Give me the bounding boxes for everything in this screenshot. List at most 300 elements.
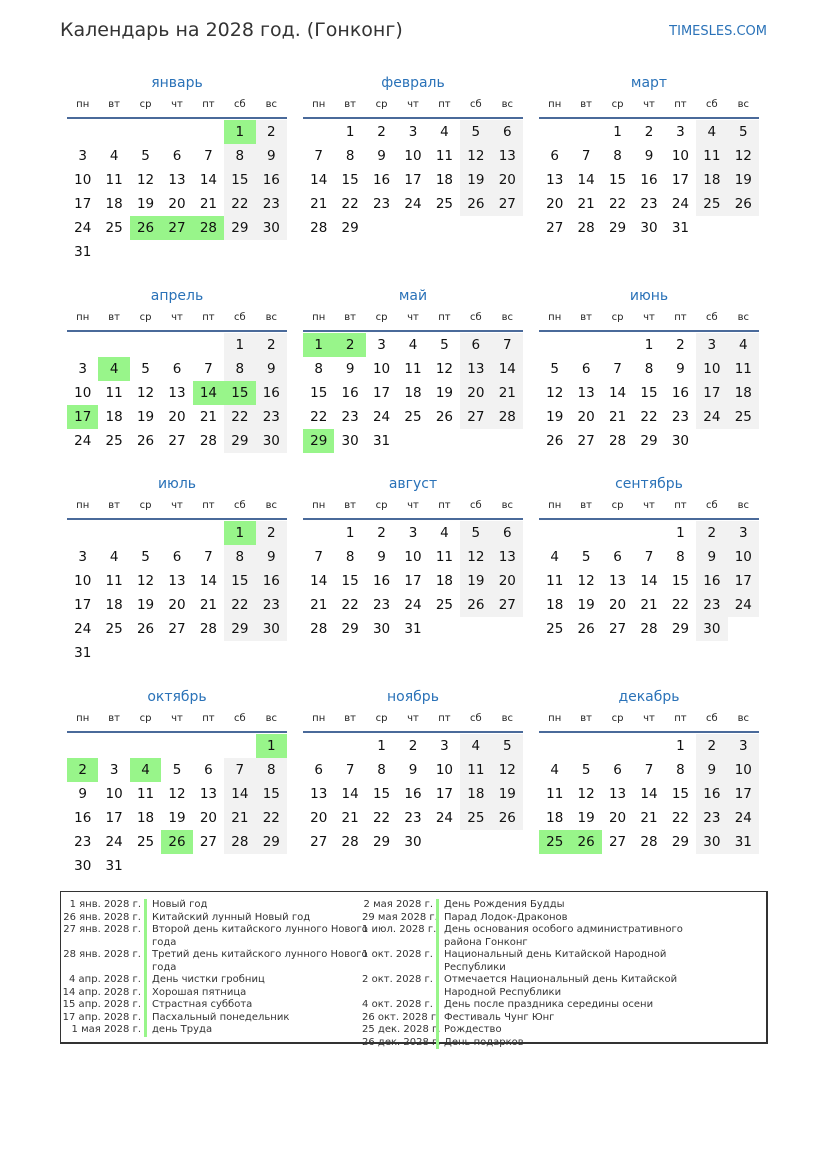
day-cell[interactable]: 10 — [671, 148, 690, 164]
day-cell[interactable]: 6 — [314, 762, 323, 778]
day-cell[interactable]: 28 — [199, 621, 218, 637]
day-cell[interactable]: 23 — [256, 593, 287, 617]
day-cell[interactable]: 10 — [372, 361, 391, 377]
day-cell[interactable]: 18 — [460, 782, 491, 806]
day-cell[interactable]: 26 — [546, 433, 564, 449]
day-cell[interactable]: 16 — [696, 782, 727, 806]
day-cell[interactable]: 2 — [408, 738, 418, 754]
day-cell[interactable]: 23 — [372, 597, 391, 613]
holiday-day-cell[interactable]: 15 — [224, 381, 255, 405]
day-cell[interactable]: 5 — [581, 549, 591, 565]
day-cell[interactable]: 28 — [199, 433, 218, 449]
day-cell[interactable]: 6 — [492, 120, 523, 144]
day-cell[interactable]: 26 — [728, 192, 759, 216]
day-cell[interactable]: 9 — [377, 549, 386, 565]
day-cell[interactable]: 3 — [78, 148, 87, 164]
day-cell[interactable]: 23 — [696, 593, 727, 617]
day-cell[interactable]: 17 — [696, 381, 727, 405]
holiday-day-cell[interactable]: 26 — [161, 830, 192, 854]
day-cell[interactable]: 7 — [581, 148, 591, 164]
day-cell[interactable]: 4 — [109, 148, 119, 164]
day-cell[interactable]: 23 — [341, 409, 359, 425]
day-cell[interactable]: 30 — [256, 216, 287, 240]
day-cell[interactable]: 10 — [404, 549, 422, 565]
day-cell[interactable]: 29 — [224, 216, 255, 240]
day-cell[interactable]: 12 — [577, 573, 595, 589]
day-cell[interactable]: 3 — [78, 361, 87, 377]
day-cell[interactable]: 2 — [696, 734, 727, 758]
day-cell[interactable]: 30 — [640, 220, 658, 236]
holiday-day-cell[interactable]: 14 — [193, 381, 224, 405]
day-cell[interactable]: 25 — [728, 405, 759, 429]
day-cell[interactable]: 6 — [613, 549, 622, 565]
day-cell[interactable]: 27 — [608, 834, 627, 850]
day-cell[interactable]: 5 — [492, 734, 523, 758]
day-cell[interactable]: 29 — [608, 220, 627, 236]
day-cell[interactable]: 3 — [440, 738, 449, 754]
day-cell[interactable]: 10 — [728, 545, 759, 569]
day-cell[interactable]: 6 — [172, 148, 182, 164]
day-cell[interactable]: 24 — [728, 593, 759, 617]
day-cell[interactable]: 12 — [728, 144, 759, 168]
day-cell[interactable]: 13 — [199, 786, 218, 802]
day-cell[interactable]: 5 — [460, 120, 491, 144]
day-cell[interactable]: 7 — [204, 361, 213, 377]
day-cell[interactable]: 22 — [256, 806, 287, 830]
day-cell[interactable]: 6 — [204, 762, 213, 778]
day-cell[interactable]: 11 — [404, 361, 422, 377]
day-cell[interactable]: 20 — [546, 196, 564, 212]
day-cell[interactable]: 13 — [168, 385, 186, 401]
day-cell[interactable]: 15 — [372, 786, 391, 802]
day-cell[interactable]: 30 — [372, 621, 391, 637]
day-cell[interactable]: 9 — [676, 361, 685, 377]
day-cell[interactable]: 17 — [404, 172, 422, 188]
day-cell[interactable]: 16 — [256, 168, 287, 192]
day-cell[interactable]: 28 — [640, 621, 658, 637]
day-cell[interactable]: 23 — [256, 192, 287, 216]
day-cell[interactable]: 16 — [256, 381, 287, 405]
day-cell[interactable]: 18 — [435, 573, 454, 589]
day-cell[interactable]: 13 — [310, 786, 328, 802]
holiday-day-cell[interactable]: 2 — [67, 758, 98, 782]
day-cell[interactable]: 9 — [256, 357, 287, 381]
day-cell[interactable]: 3 — [408, 525, 418, 541]
day-cell[interactable]: 21 — [310, 597, 328, 613]
day-cell[interactable]: 5 — [440, 337, 449, 353]
day-cell[interactable]: 16 — [696, 569, 727, 593]
day-cell[interactable]: 2 — [377, 124, 386, 140]
day-cell[interactable]: 12 — [435, 361, 454, 377]
day-cell[interactable]: 18 — [105, 597, 123, 613]
holiday-day-cell[interactable]: 4 — [98, 357, 129, 381]
day-cell[interactable]: 6 — [172, 361, 182, 377]
day-cell[interactable]: 31 — [74, 244, 92, 260]
day-cell[interactable]: 13 — [577, 385, 595, 401]
day-cell[interactable]: 20 — [577, 409, 595, 425]
day-cell[interactable]: 4 — [440, 525, 449, 541]
day-cell[interactable]: 23 — [671, 409, 690, 425]
day-cell[interactable]: 30 — [341, 433, 359, 449]
day-cell[interactable]: 11 — [460, 758, 491, 782]
day-cell[interactable]: 15 — [341, 172, 359, 188]
day-cell[interactable]: 29 — [372, 834, 391, 850]
day-cell[interactable]: 29 — [341, 621, 359, 637]
day-cell[interactable]: 14 — [310, 172, 328, 188]
day-cell[interactable]: 26 — [577, 621, 595, 637]
day-cell[interactable]: 9 — [408, 762, 418, 778]
day-cell[interactable]: 16 — [671, 385, 690, 401]
day-cell[interactable]: 15 — [224, 168, 255, 192]
day-cell[interactable]: 18 — [546, 597, 564, 613]
day-cell[interactable]: 19 — [136, 409, 155, 425]
day-cell[interactable]: 9 — [644, 148, 654, 164]
day-cell[interactable]: 5 — [460, 521, 491, 545]
day-cell[interactable]: 10 — [728, 758, 759, 782]
day-cell[interactable]: 2 — [676, 337, 685, 353]
day-cell[interactable]: 3 — [78, 549, 87, 565]
holiday-day-cell[interactable]: 1 — [303, 333, 334, 357]
day-cell[interactable]: 26 — [460, 593, 491, 617]
day-cell[interactable]: 15 — [310, 385, 328, 401]
day-cell[interactable]: 21 — [199, 196, 218, 212]
day-cell[interactable]: 11 — [105, 172, 123, 188]
day-cell[interactable]: 19 — [460, 569, 491, 593]
day-cell[interactable]: 29 — [671, 621, 690, 637]
day-cell[interactable]: 15 — [608, 172, 627, 188]
day-cell[interactable]: 12 — [460, 545, 491, 569]
day-cell[interactable]: 5 — [141, 549, 150, 565]
day-cell[interactable]: 7 — [644, 762, 654, 778]
day-cell[interactable]: 8 — [377, 762, 386, 778]
day-cell[interactable]: 8 — [345, 148, 355, 164]
day-cell[interactable]: 28 — [224, 830, 255, 854]
day-cell[interactable]: 18 — [728, 381, 759, 405]
day-cell[interactable]: 22 — [671, 597, 690, 613]
day-cell[interactable]: 16 — [74, 810, 92, 826]
day-cell[interactable]: 26 — [435, 409, 454, 425]
day-cell[interactable]: 26 — [460, 192, 491, 216]
day-cell[interactable]: 28 — [492, 405, 523, 429]
day-cell[interactable]: 20 — [199, 810, 218, 826]
day-cell[interactable]: 14 — [640, 786, 658, 802]
day-cell[interactable]: 17 — [105, 810, 123, 826]
holiday-day-cell[interactable]: 26 — [570, 830, 601, 854]
day-cell[interactable]: 30 — [696, 830, 727, 854]
day-cell[interactable]: 21 — [310, 196, 328, 212]
day-cell[interactable]: 22 — [372, 810, 391, 826]
day-cell[interactable]: 9 — [345, 361, 355, 377]
day-cell[interactable]: 26 — [136, 621, 155, 637]
holiday-day-cell[interactable]: 26 — [130, 216, 161, 240]
day-cell[interactable]: 12 — [460, 144, 491, 168]
day-cell[interactable]: 25 — [435, 597, 454, 613]
day-cell[interactable]: 18 — [404, 385, 422, 401]
day-cell[interactable]: 25 — [435, 196, 454, 212]
day-cell[interactable]: 29 — [224, 429, 255, 453]
day-cell[interactable]: 23 — [372, 196, 391, 212]
day-cell[interactable]: 16 — [372, 172, 391, 188]
day-cell[interactable]: 29 — [671, 834, 690, 850]
day-cell[interactable]: 9 — [377, 148, 386, 164]
day-cell[interactable]: 2 — [696, 521, 727, 545]
day-cell[interactable]: 4 — [440, 124, 449, 140]
day-cell[interactable]: 24 — [435, 810, 454, 826]
day-cell[interactable]: 13 — [168, 573, 186, 589]
day-cell[interactable]: 20 — [168, 597, 186, 613]
brand-link[interactable]: TIMESLES.COM — [669, 24, 767, 39]
day-cell[interactable]: 16 — [372, 573, 391, 589]
day-cell[interactable]: 6 — [172, 549, 182, 565]
day-cell[interactable]: 21 — [341, 810, 359, 826]
day-cell[interactable]: 19 — [577, 597, 595, 613]
day-cell[interactable]: 13 — [492, 545, 523, 569]
day-cell[interactable]: 1 — [676, 738, 685, 754]
day-cell[interactable]: 3 — [377, 337, 386, 353]
day-cell[interactable]: 16 — [640, 172, 658, 188]
day-cell[interactable]: 22 — [608, 196, 627, 212]
holiday-day-cell[interactable]: 4 — [130, 758, 161, 782]
day-cell[interactable]: 11 — [696, 144, 727, 168]
day-cell[interactable]: 27 — [608, 621, 627, 637]
day-cell[interactable]: 30 — [256, 617, 287, 641]
day-cell[interactable]: 2 — [377, 525, 386, 541]
day-cell[interactable]: 24 — [696, 405, 727, 429]
day-cell[interactable]: 28 — [577, 220, 595, 236]
day-cell[interactable]: 30 — [696, 617, 727, 641]
day-cell[interactable]: 3 — [728, 734, 759, 758]
day-cell[interactable]: 27 — [546, 220, 564, 236]
day-cell[interactable]: 18 — [105, 409, 123, 425]
day-cell[interactable]: 20 — [310, 810, 328, 826]
day-cell[interactable]: 27 — [168, 621, 186, 637]
day-cell[interactable]: 3 — [696, 333, 727, 357]
day-cell[interactable]: 1 — [224, 333, 255, 357]
day-cell[interactable]: 6 — [581, 361, 591, 377]
day-cell[interactable]: 25 — [460, 806, 491, 830]
day-cell[interactable]: 22 — [224, 405, 255, 429]
day-cell[interactable]: 5 — [550, 361, 559, 377]
day-cell[interactable]: 18 — [546, 810, 564, 826]
day-cell[interactable]: 24 — [404, 196, 422, 212]
holiday-day-cell[interactable]: 27 — [161, 216, 192, 240]
day-cell[interactable]: 8 — [224, 357, 255, 381]
day-cell[interactable]: 27 — [492, 593, 523, 617]
day-cell[interactable]: 13 — [460, 357, 491, 381]
day-cell[interactable]: 19 — [728, 168, 759, 192]
day-cell[interactable]: 18 — [136, 810, 155, 826]
day-cell[interactable]: 25 — [105, 621, 123, 637]
day-cell[interactable]: 18 — [105, 196, 123, 212]
day-cell[interactable]: 15 — [671, 573, 690, 589]
day-cell[interactable]: 21 — [224, 806, 255, 830]
holiday-day-cell[interactable]: 25 — [539, 830, 570, 854]
day-cell[interactable]: 8 — [676, 762, 685, 778]
day-cell[interactable]: 4 — [460, 734, 491, 758]
day-cell[interactable]: 28 — [341, 834, 359, 850]
day-cell[interactable]: 23 — [74, 834, 92, 850]
day-cell[interactable]: 26 — [492, 806, 523, 830]
day-cell[interactable]: 4 — [696, 120, 727, 144]
day-cell[interactable]: 24 — [671, 196, 690, 212]
day-cell[interactable]: 31 — [372, 433, 391, 449]
day-cell[interactable]: 9 — [696, 545, 727, 569]
day-cell[interactable]: 3 — [728, 521, 759, 545]
day-cell[interactable]: 21 — [199, 409, 218, 425]
day-cell[interactable]: 11 — [136, 786, 155, 802]
day-cell[interactable]: 28 — [608, 433, 627, 449]
day-cell[interactable]: 4 — [728, 333, 759, 357]
day-cell[interactable]: 25 — [546, 621, 564, 637]
day-cell[interactable]: 24 — [728, 806, 759, 830]
day-cell[interactable]: 8 — [314, 361, 323, 377]
day-cell[interactable]: 11 — [546, 573, 564, 589]
day-cell[interactable]: 6 — [460, 333, 491, 357]
day-cell[interactable]: 30 — [256, 429, 287, 453]
day-cell[interactable]: 17 — [404, 573, 422, 589]
day-cell[interactable]: 6 — [550, 148, 559, 164]
day-cell[interactable]: 2 — [644, 124, 654, 140]
day-cell[interactable]: 18 — [696, 168, 727, 192]
day-cell[interactable]: 27 — [492, 192, 523, 216]
day-cell[interactable]: 22 — [671, 810, 690, 826]
day-cell[interactable]: 1 — [676, 525, 685, 541]
day-cell[interactable]: 1 — [345, 124, 355, 140]
day-cell[interactable]: 11 — [546, 786, 564, 802]
day-cell[interactable]: 1 — [345, 525, 355, 541]
day-cell[interactable]: 10 — [404, 148, 422, 164]
day-cell[interactable]: 24 — [74, 621, 92, 637]
day-cell[interactable]: 22 — [224, 192, 255, 216]
holiday-day-cell[interactable]: 1 — [256, 734, 287, 758]
day-cell[interactable]: 15 — [671, 786, 690, 802]
day-cell[interactable]: 1 — [644, 337, 654, 353]
holiday-day-cell[interactable]: 1 — [224, 521, 255, 545]
day-cell[interactable]: 14 — [640, 573, 658, 589]
day-cell[interactable]: 23 — [256, 405, 287, 429]
day-cell[interactable]: 8 — [224, 545, 255, 569]
day-cell[interactable]: 3 — [109, 762, 119, 778]
day-cell[interactable]: 16 — [341, 385, 359, 401]
day-cell[interactable]: 23 — [640, 196, 658, 212]
day-cell[interactable]: 7 — [314, 148, 323, 164]
day-cell[interactable]: 5 — [141, 361, 150, 377]
day-cell[interactable]: 13 — [608, 573, 627, 589]
day-cell[interactable]: 14 — [224, 782, 255, 806]
day-cell[interactable]: 19 — [546, 409, 564, 425]
day-cell[interactable]: 17 — [372, 385, 391, 401]
day-cell[interactable]: 17 — [728, 569, 759, 593]
day-cell[interactable]: 13 — [168, 172, 186, 188]
day-cell[interactable]: 16 — [404, 786, 422, 802]
day-cell[interactable]: 10 — [74, 172, 92, 188]
day-cell[interactable]: 14 — [577, 172, 595, 188]
day-cell[interactable]: 8 — [256, 758, 287, 782]
day-cell[interactable]: 17 — [74, 597, 92, 613]
day-cell[interactable]: 13 — [546, 172, 564, 188]
day-cell[interactable]: 4 — [109, 549, 119, 565]
day-cell[interactable]: 15 — [341, 573, 359, 589]
day-cell[interactable]: 23 — [696, 806, 727, 830]
day-cell[interactable]: 24 — [74, 433, 92, 449]
day-cell[interactable]: 17 — [435, 786, 454, 802]
day-cell[interactable]: 7 — [613, 361, 622, 377]
day-cell[interactable]: 31 — [74, 645, 92, 661]
day-cell[interactable]: 12 — [136, 573, 155, 589]
day-cell[interactable]: 7 — [345, 762, 355, 778]
day-cell[interactable]: 10 — [696, 357, 727, 381]
day-cell[interactable]: 14 — [199, 172, 218, 188]
day-cell[interactable]: 20 — [460, 381, 491, 405]
day-cell[interactable]: 24 — [74, 220, 92, 236]
day-cell[interactable]: 27 — [199, 834, 218, 850]
day-cell[interactable]: 29 — [224, 617, 255, 641]
day-cell[interactable]: 7 — [204, 549, 213, 565]
day-cell[interactable]: 4 — [550, 549, 559, 565]
day-cell[interactable]: 29 — [640, 433, 658, 449]
day-cell[interactable]: 25 — [105, 220, 123, 236]
day-cell[interactable]: 14 — [492, 357, 523, 381]
day-cell[interactable]: 31 — [105, 858, 123, 874]
day-cell[interactable]: 7 — [492, 333, 523, 357]
day-cell[interactable]: 25 — [105, 433, 123, 449]
day-cell[interactable]: 8 — [613, 148, 622, 164]
day-cell[interactable]: 28 — [310, 621, 328, 637]
day-cell[interactable]: 4 — [408, 337, 418, 353]
day-cell[interactable]: 11 — [728, 357, 759, 381]
day-cell[interactable]: 20 — [492, 168, 523, 192]
day-cell[interactable]: 10 — [435, 762, 454, 778]
day-cell[interactable]: 5 — [728, 120, 759, 144]
holiday-day-cell[interactable]: 28 — [193, 216, 224, 240]
day-cell[interactable]: 9 — [696, 758, 727, 782]
day-cell[interactable]: 22 — [341, 196, 359, 212]
day-cell[interactable]: 5 — [581, 762, 591, 778]
day-cell[interactable]: 1 — [613, 124, 622, 140]
day-cell[interactable]: 8 — [644, 361, 654, 377]
day-cell[interactable]: 27 — [168, 433, 186, 449]
day-cell[interactable]: 6 — [613, 762, 622, 778]
day-cell[interactable]: 20 — [168, 196, 186, 212]
day-cell[interactable]: 2 — [256, 333, 287, 357]
day-cell[interactable]: 15 — [640, 385, 658, 401]
day-cell[interactable]: 20 — [608, 597, 627, 613]
day-cell[interactable]: 7 — [204, 148, 213, 164]
day-cell[interactable]: 2 — [256, 120, 287, 144]
day-cell[interactable]: 21 — [199, 597, 218, 613]
day-cell[interactable]: 15 — [224, 569, 255, 593]
day-cell[interactable]: 30 — [74, 858, 92, 874]
day-cell[interactable]: 27 — [577, 433, 595, 449]
day-cell[interactable]: 20 — [492, 569, 523, 593]
holiday-day-cell[interactable]: 1 — [224, 120, 255, 144]
day-cell[interactable]: 21 — [492, 381, 523, 405]
day-cell[interactable]: 11 — [105, 573, 123, 589]
day-cell[interactable]: 22 — [310, 409, 328, 425]
day-cell[interactable]: 7 — [314, 549, 323, 565]
day-cell[interactable]: 19 — [460, 168, 491, 192]
day-cell[interactable]: 9 — [256, 545, 287, 569]
day-cell[interactable]: 11 — [105, 385, 123, 401]
day-cell[interactable]: 13 — [608, 786, 627, 802]
day-cell[interactable]: 9 — [78, 786, 87, 802]
day-cell[interactable]: 12 — [168, 786, 186, 802]
day-cell[interactable]: 25 — [404, 409, 422, 425]
day-cell[interactable]: 6 — [492, 521, 523, 545]
day-cell[interactable]: 9 — [256, 144, 287, 168]
day-cell[interactable]: 21 — [640, 810, 658, 826]
day-cell[interactable]: 19 — [136, 597, 155, 613]
